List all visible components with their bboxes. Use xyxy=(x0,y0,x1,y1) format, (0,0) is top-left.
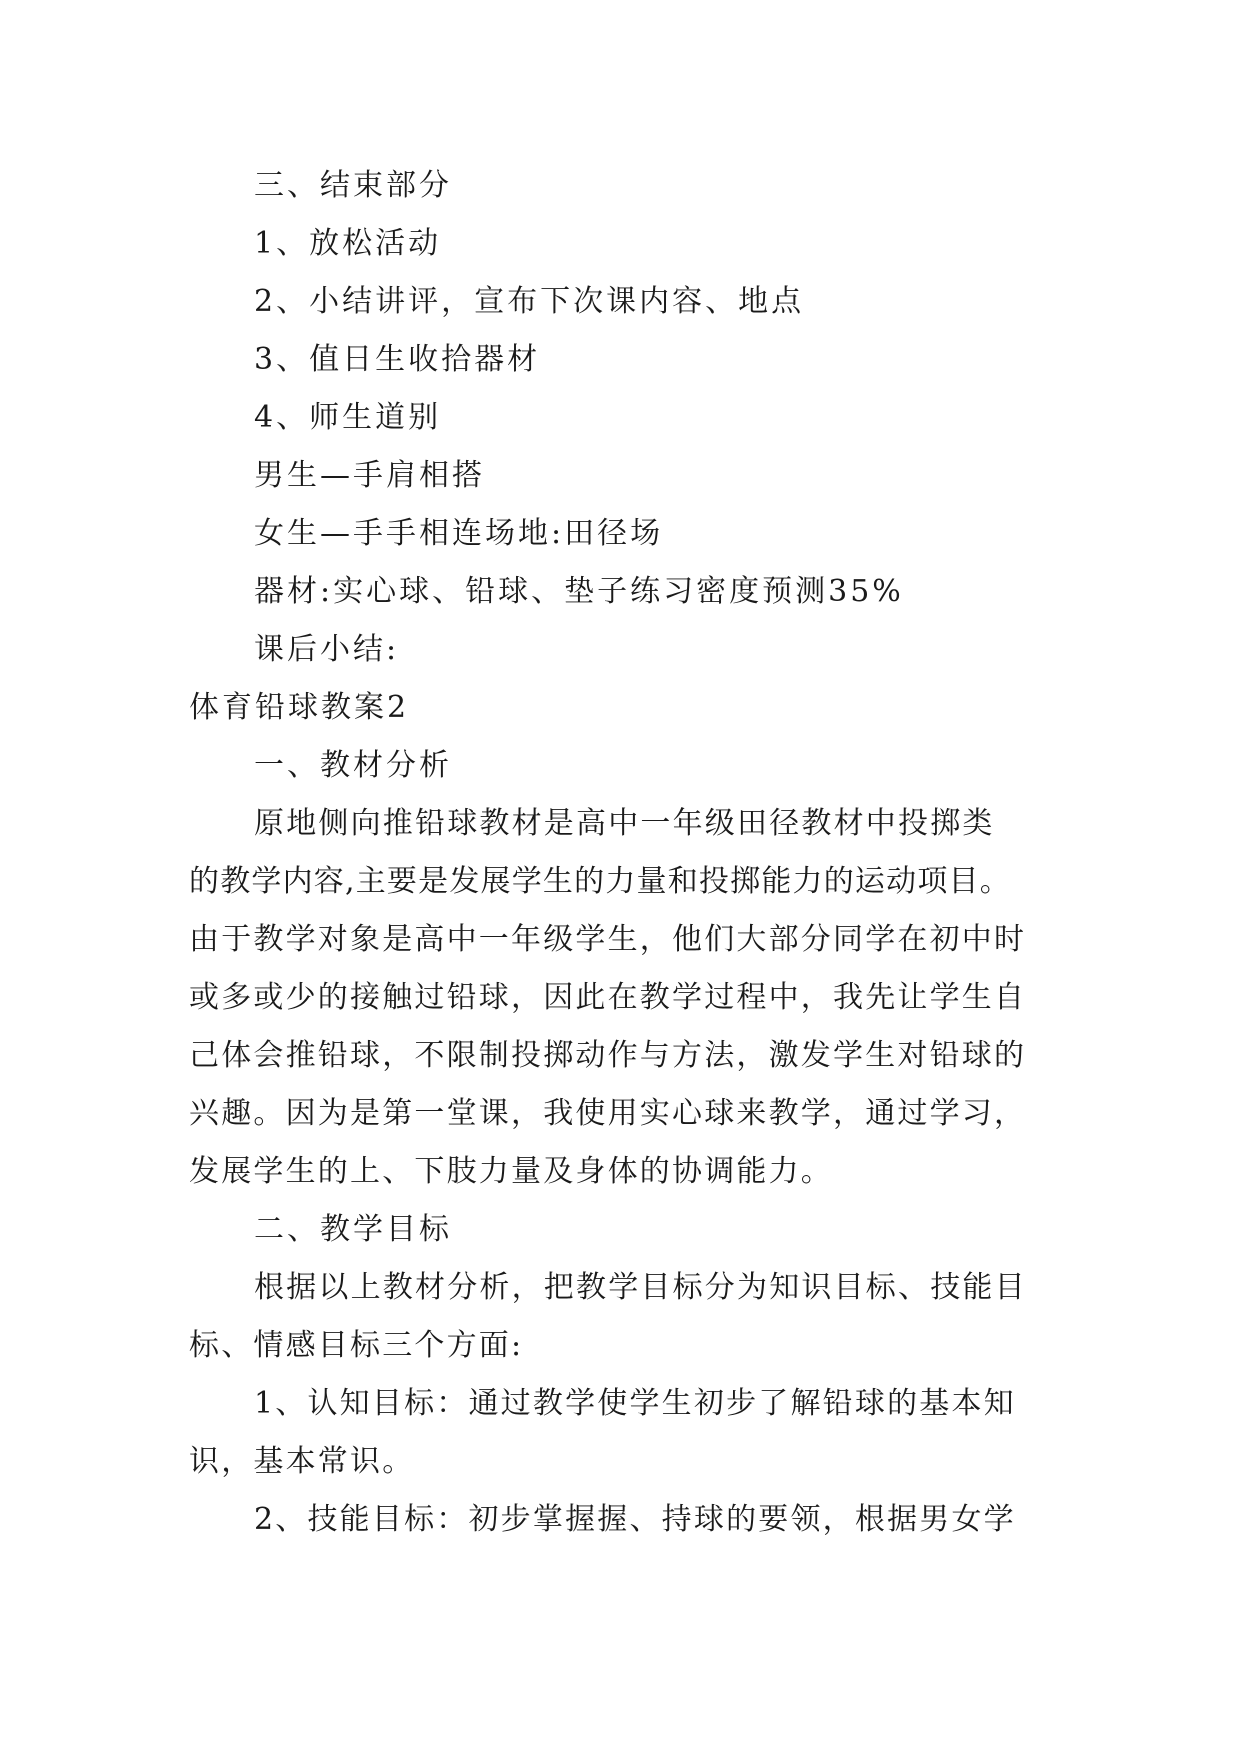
section1-paragraph-line: 发展学生的上、下肢力量及身体的协调能力。 xyxy=(189,1154,833,1189)
section2-intro-line: 根据以上教材分析，把教学目标分为知识目标、技能目 xyxy=(254,1270,1027,1305)
section1-paragraph-line: 的教学内容,主要是发展学生的力量和投掷能力的运动项目。 xyxy=(189,864,1011,899)
goal2-line: 2、技能目标：初步掌握握、持球的要领，根据男女学 xyxy=(254,1502,1016,1537)
section1-heading: 一、教材分析 xyxy=(254,748,452,783)
end-item-1: 1、放松活动 xyxy=(254,226,442,261)
note-girls-venue: 女生—手手相连场地:田径场 xyxy=(254,516,664,551)
section-end-heading: 三、结束部分 xyxy=(254,168,452,203)
section1-paragraph-line: 原地侧向推铅球教材是高中一年级田径教材中投掷类 xyxy=(254,806,995,841)
goal1-line: 识，基本常识。 xyxy=(189,1444,415,1479)
note-equipment: 器材:实心球、铅球、垫子练习密度预测35% xyxy=(254,574,904,609)
note-summary: 课后小结: xyxy=(254,632,400,667)
end-item-2: 2、小结讲评，宣布下次课内容、地点 xyxy=(254,284,805,319)
section1-paragraph-line: 己体会推铅球，不限制投掷动作与方法，激发学生对铅球的 xyxy=(189,1038,1027,1073)
section2-heading: 二、教学目标 xyxy=(254,1212,452,1247)
section1-paragraph-line: 或多或少的接触过铅球，因此在教学过程中，我先让学生自 xyxy=(189,980,1027,1015)
section2-intro-line: 标、情感目标三个方面: xyxy=(189,1328,524,1363)
note-boys: 男生—手肩相搭 xyxy=(254,458,485,493)
end-item-3: 3、值日生收拾器材 xyxy=(254,342,541,377)
section1-paragraph-line: 兴趣。因为是第一堂课，我使用实心球来教学，通过学习， xyxy=(189,1096,1027,1131)
end-item-4: 4、师生道别 xyxy=(254,400,442,435)
plan2-title: 体育铅球教案2 xyxy=(189,690,410,725)
section1-paragraph-line: 由于教学对象是高中一年级学生，他们大部分同学在初中时 xyxy=(189,922,1027,957)
goal1-line: 1、认知目标：通过教学使学生初步了解铅球的基本知 xyxy=(254,1386,1016,1421)
